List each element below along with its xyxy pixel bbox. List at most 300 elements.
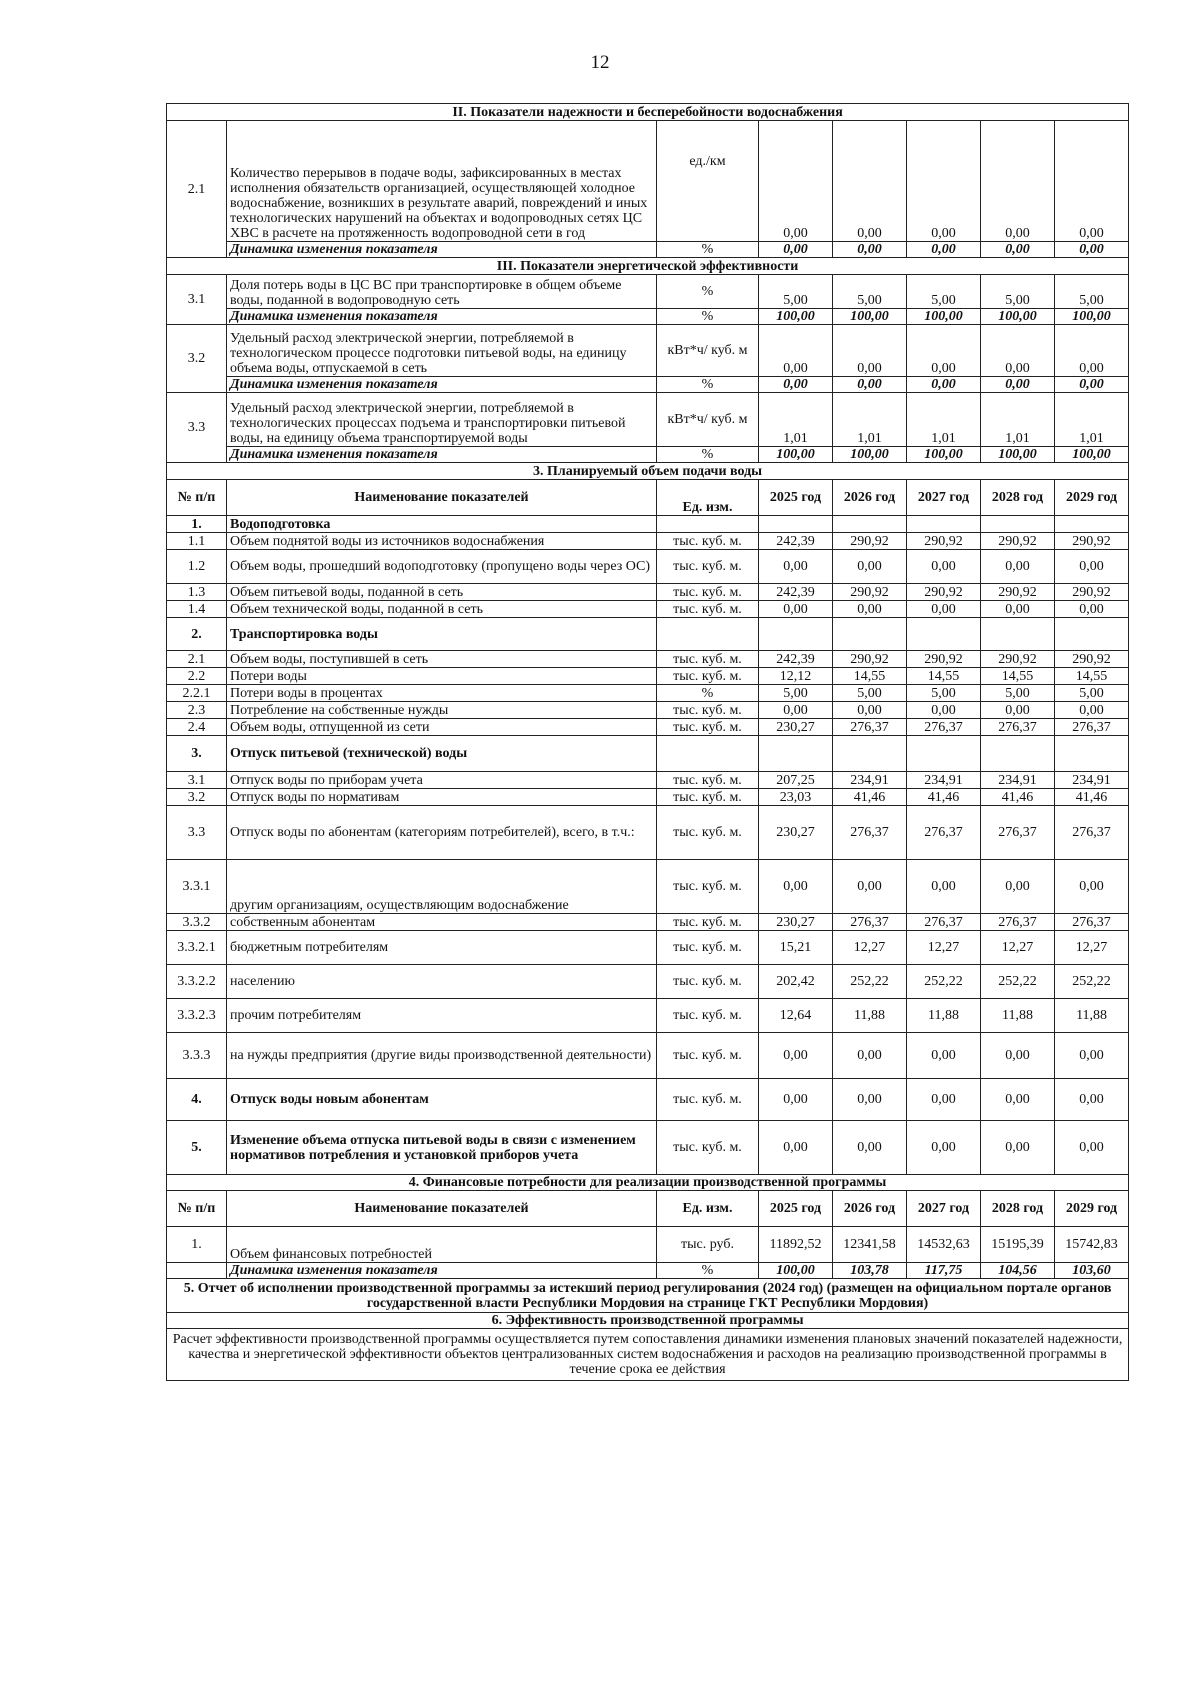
table-row [167, 1079, 1129, 1121]
production-program-table [166, 103, 1129, 1381]
indicator-name: Удельный расход электрической энергии, потребляемой в технологических процессах подъема и транспортировки питьевой воды, на единицу объема транспортируемой воды [227, 393, 657, 447]
table-row [167, 736, 1129, 772]
unit: кВт*ч/ куб. м [657, 325, 759, 377]
row-number: 1. [167, 1227, 227, 1263]
dynamics-2029: 103,60 [1055, 1263, 1129, 1279]
value-2028: 0,00 [981, 702, 1055, 719]
unit: тыс. куб. м. [657, 1033, 759, 1079]
indicator-name: Доля потерь воды в ЦС ВС при транспортировке в общем объеме воды, поданной в водопроводную сеть [227, 275, 657, 309]
value-2028: 0,00 [981, 121, 1055, 242]
value-2025: 0,00 [759, 601, 833, 618]
value-2026 [833, 736, 907, 772]
indicator-name: Отпуск питьевой (технической) воды [227, 736, 657, 772]
value-2028: 252,22 [981, 965, 1055, 999]
value-2028: 11,88 [981, 999, 1055, 1033]
value-2027: 12,27 [907, 931, 981, 965]
header-year-2028: 2028 год [981, 1191, 1055, 1227]
unit: тыс. куб. м. [657, 668, 759, 685]
value-2025: 12,12 [759, 668, 833, 685]
value-2029: 0,00 [1055, 325, 1129, 377]
indicator-name: другим организациям, осуществляющим водоснабжение [227, 860, 657, 914]
header-year-2027: 2027 год [907, 480, 981, 516]
value-2025: 242,39 [759, 584, 833, 601]
header-year-2026: 2026 год [833, 1191, 907, 1227]
value-2028: 0,00 [981, 601, 1055, 618]
value-2028 [981, 736, 1055, 772]
value-2026: 5,00 [833, 685, 907, 702]
value-2027 [907, 618, 981, 651]
section-title-finance: 4. Финансовые потребности для реализации производственной программы [167, 1175, 1129, 1191]
value-2027: 5,00 [907, 275, 981, 309]
page-number: 12 [590, 52, 610, 73]
value-2028: 5,00 [981, 685, 1055, 702]
value-2026: 290,92 [833, 651, 907, 668]
finance-2028: 15195,39 [981, 1227, 1055, 1263]
value-2028: 1,01 [981, 393, 1055, 447]
table-row [167, 685, 1129, 702]
row-number: 3.3.2 [167, 914, 227, 931]
unit: тыс. куб. м. [657, 860, 759, 914]
value-2027: 276,37 [907, 914, 981, 931]
value-2027 [907, 516, 981, 533]
value-2028: 0,00 [981, 860, 1055, 914]
value-2025: 1,01 [759, 393, 833, 447]
value-2028: 12,27 [981, 931, 1055, 965]
unit: тыс. куб. м. [657, 1121, 759, 1175]
indicator-name: Объем поднятой воды из источников водоснабжения [227, 533, 657, 550]
dynamics-2028: 104,56 [981, 1263, 1055, 1279]
value-2029: 276,37 [1055, 719, 1129, 736]
unit: тыс. куб. м. [657, 533, 759, 550]
section-title-energy: III. Показатели энергетической эффективности [167, 258, 1129, 275]
indicator-name: Объем воды, поступившей в сеть [227, 651, 657, 668]
value-2029: 0,00 [1055, 702, 1129, 719]
value-2028: 234,91 [981, 772, 1055, 789]
unit: тыс. куб. м. [657, 550, 759, 584]
value-2026: 0,00 [833, 860, 907, 914]
value-2029: 5,00 [1055, 275, 1129, 309]
row-number: 2.2 [167, 668, 227, 685]
dynamics-2026: 0,00 [833, 242, 907, 258]
value-2029: 0,00 [1055, 1033, 1129, 1079]
row-number: 4. [167, 1079, 227, 1121]
dynamics-label: Динамика изменения показателя [227, 1263, 657, 1279]
header-year-2028: 2028 год [981, 480, 1055, 516]
value-2029: 0,00 [1055, 121, 1129, 242]
table-row [167, 533, 1129, 550]
unit: тыс. куб. м. [657, 1079, 759, 1121]
row-number: 5. [167, 1121, 227, 1175]
value-2026: 0,00 [833, 1079, 907, 1121]
table-row [167, 860, 1129, 914]
value-2025: 0,00 [759, 702, 833, 719]
dynamics-2028: 0,00 [981, 377, 1055, 393]
unit: тыс. руб. [657, 1227, 759, 1263]
header-year-2029: 2029 год [1055, 1191, 1129, 1227]
dynamics-2027: 0,00 [907, 377, 981, 393]
value-2025: 23,03 [759, 789, 833, 806]
finance-2029: 15742,83 [1055, 1227, 1129, 1263]
dynamics-label: Динамика изменения показателя [227, 447, 657, 463]
value-2025: 242,39 [759, 651, 833, 668]
row-number: 2.1 [167, 651, 227, 668]
row-number: 1.3 [167, 584, 227, 601]
dynamics-2025: 100,00 [759, 1263, 833, 1279]
row-number: 2. [167, 618, 227, 651]
indicator-name: Объем воды, отпущенной из сети [227, 719, 657, 736]
table-row [167, 668, 1129, 685]
dynamics-2027: 117,75 [907, 1263, 981, 1279]
value-2027 [907, 736, 981, 772]
unit: % [657, 685, 759, 702]
row-number: 3.3.2.1 [167, 931, 227, 965]
value-2027: 0,00 [907, 1033, 981, 1079]
value-2029: 290,92 [1055, 584, 1129, 601]
unit: ед./км [657, 121, 759, 242]
value-2027: 234,91 [907, 772, 981, 789]
dynamics-2027: 100,00 [907, 309, 981, 325]
value-2029: 0,00 [1055, 1079, 1129, 1121]
dynamics-2025: 100,00 [759, 447, 833, 463]
row-number: 3.3.2.2 [167, 965, 227, 999]
value-2029: 12,27 [1055, 931, 1129, 965]
row-number: 3.1 [167, 772, 227, 789]
row-number: 3.3.3 [167, 1033, 227, 1079]
section-title-volume: 3. Планируемый объем подачи воды [167, 463, 1129, 480]
value-2027: 14,55 [907, 668, 981, 685]
indicator-name: Изменение объема отпуска питьевой воды в связи с изменением нормативов потребления и установкой приборов учета [227, 1121, 657, 1175]
value-2026: 12,27 [833, 931, 907, 965]
unit: % [657, 309, 759, 325]
value-2028: 0,00 [981, 1079, 1055, 1121]
value-2027: 290,92 [907, 651, 981, 668]
unit: тыс. куб. м. [657, 772, 759, 789]
value-2027: 276,37 [907, 719, 981, 736]
dynamics-2027: 100,00 [907, 447, 981, 463]
value-2029: 290,92 [1055, 651, 1129, 668]
value-2027: 1,01 [907, 393, 981, 447]
dynamics-2028: 0,00 [981, 242, 1055, 258]
indicator-name: Транспортировка воды [227, 618, 657, 651]
section-report: 5. Отчет об исполнении производственной программы за истекший период регулирования (2024 год) (размещен на официальном портале органов государственной власти Республики Мордовия на странице ГКТ Республики Мордовия) [167, 1279, 1129, 1313]
row-number: 3.2 [167, 789, 227, 806]
value-2028: 276,37 [981, 914, 1055, 931]
value-2026: 11,88 [833, 999, 907, 1033]
indicator-name: собственным абонентам [227, 914, 657, 931]
row-number: 2.4 [167, 719, 227, 736]
table-row [167, 550, 1129, 584]
value-2026: 276,37 [833, 806, 907, 860]
value-2026: 252,22 [833, 965, 907, 999]
unit: % [657, 1263, 759, 1279]
value-2025: 207,25 [759, 772, 833, 789]
dynamics-2029: 0,00 [1055, 242, 1129, 258]
value-2028: 41,46 [981, 789, 1055, 806]
value-2026: 41,46 [833, 789, 907, 806]
dynamics-2026: 103,78 [833, 1263, 907, 1279]
table-row [167, 516, 1129, 533]
value-2025 [759, 736, 833, 772]
value-2026: 0,00 [833, 702, 907, 719]
value-2025: 15,21 [759, 931, 833, 965]
value-2029: 0,00 [1055, 1121, 1129, 1175]
value-2025: 0,00 [759, 325, 833, 377]
value-2029: 234,91 [1055, 772, 1129, 789]
indicator-name: бюджетным потребителям [227, 931, 657, 965]
header-year-2026: 2026 год [833, 480, 907, 516]
unit: тыс. куб. м. [657, 806, 759, 860]
value-2028: 276,37 [981, 806, 1055, 860]
table-row [167, 789, 1129, 806]
row-number: 2.3 [167, 702, 227, 719]
value-2029: 14,55 [1055, 668, 1129, 685]
value-2028 [981, 618, 1055, 651]
value-2027: 0,00 [907, 860, 981, 914]
table-row [167, 584, 1129, 601]
dynamics-label: Динамика изменения показателя [227, 242, 657, 258]
value-2026: 5,00 [833, 275, 907, 309]
table-row [167, 719, 1129, 736]
dynamics-2026: 100,00 [833, 447, 907, 463]
value-2025: 230,27 [759, 719, 833, 736]
value-2028: 290,92 [981, 651, 1055, 668]
table-row [167, 772, 1129, 789]
dynamics-2029: 100,00 [1055, 309, 1129, 325]
finance-2026: 12341,58 [833, 1227, 907, 1263]
value-2029 [1055, 736, 1129, 772]
table-row [167, 931, 1129, 965]
value-2027: 0,00 [907, 121, 981, 242]
table-row [167, 618, 1129, 651]
indicator-name: прочим потребителям [227, 999, 657, 1033]
row-number: 2.1 [167, 121, 227, 258]
value-2026: 0,00 [833, 550, 907, 584]
row-number: 1.2 [167, 550, 227, 584]
value-2027: 0,00 [907, 601, 981, 618]
row-number: 3.3.1 [167, 860, 227, 914]
indicator-name: Объем финансовых потребностей [227, 1227, 657, 1263]
value-2025 [759, 618, 833, 651]
unit: тыс. куб. м. [657, 651, 759, 668]
unit: тыс. куб. м. [657, 965, 759, 999]
section-title-reliability: II. Показатели надежности и бесперебойности водоснабжения [167, 104, 1129, 121]
row-number: 3. [167, 736, 227, 772]
indicator-name: Водоподготовка [227, 516, 657, 533]
value-2025 [759, 516, 833, 533]
header-indicator-name: Наименование показателей [227, 1191, 657, 1227]
header-year-2029: 2029 год [1055, 480, 1129, 516]
unit: тыс. куб. м. [657, 584, 759, 601]
indicator-name: Отпуск воды по абонентам (категориям потребителей), всего, в т.ч.: [227, 806, 657, 860]
unit: % [657, 447, 759, 463]
value-2029: 41,46 [1055, 789, 1129, 806]
value-2028: 14,55 [981, 668, 1055, 685]
header-year-2027: 2027 год [907, 1191, 981, 1227]
value-2028: 290,92 [981, 584, 1055, 601]
value-2027: 252,22 [907, 965, 981, 999]
row-number: 3.3 [167, 806, 227, 860]
table-row [167, 999, 1129, 1033]
header-year-2025: 2025 год [759, 480, 833, 516]
finance-2025: 11892,52 [759, 1227, 833, 1263]
dynamics-2028: 100,00 [981, 309, 1055, 325]
value-2025: 242,39 [759, 533, 833, 550]
value-2029: 290,92 [1055, 533, 1129, 550]
indicator-name: Объем воды, прошедший водоподготовку (пропущено воды через ОС) [227, 550, 657, 584]
dynamics-2029: 0,00 [1055, 377, 1129, 393]
unit [657, 516, 759, 533]
value-2028: 0,00 [981, 1033, 1055, 1079]
value-2026: 290,92 [833, 533, 907, 550]
indicator-name: Отпуск воды по приборам учета [227, 772, 657, 789]
unit: кВт*ч/ куб. м [657, 393, 759, 447]
indicator-name: населению [227, 965, 657, 999]
unit: тыс. куб. м. [657, 999, 759, 1033]
table-row [167, 1033, 1129, 1079]
row-number: 3.3.2.3 [167, 999, 227, 1033]
value-2029 [1055, 516, 1129, 533]
value-2028: 290,92 [981, 533, 1055, 550]
value-2025: 0,00 [759, 1033, 833, 1079]
unit: тыс. куб. м. [657, 931, 759, 965]
table-row [167, 601, 1129, 618]
value-2025: 0,00 [759, 1121, 833, 1175]
dynamics-2025: 0,00 [759, 242, 833, 258]
value-2026: 234,91 [833, 772, 907, 789]
value-2025: 12,64 [759, 999, 833, 1033]
unit: тыс. куб. м. [657, 914, 759, 931]
table-row [167, 914, 1129, 931]
value-2027: 290,92 [907, 584, 981, 601]
value-2026: 1,01 [833, 393, 907, 447]
indicator-name: Удельный расход электрической энергии, потребляемой в технологическом процессе подготовки питьевой воды, на единицу объема воды, отпускаемой в сеть [227, 325, 657, 377]
value-2029: 0,00 [1055, 860, 1129, 914]
indicator-name: Отпуск воды новым абонентам [227, 1079, 657, 1121]
value-2027: 0,00 [907, 325, 981, 377]
value-2025: 5,00 [759, 275, 833, 309]
value-2029 [1055, 618, 1129, 651]
value-2025: 5,00 [759, 685, 833, 702]
value-2029: 252,22 [1055, 965, 1129, 999]
value-2025: 230,27 [759, 914, 833, 931]
value-2026: 290,92 [833, 584, 907, 601]
dynamics-2029: 100,00 [1055, 447, 1129, 463]
value-2029: 0,00 [1055, 601, 1129, 618]
value-2028: 5,00 [981, 275, 1055, 309]
row-number: 1.1 [167, 533, 227, 550]
indicator-name: Отпуск воды по нормативам [227, 789, 657, 806]
table-row [167, 806, 1129, 860]
row-number: 2.2.1 [167, 685, 227, 702]
value-2029: 0,00 [1055, 550, 1129, 584]
table-row [167, 651, 1129, 668]
dynamics-label: Динамика изменения показателя [227, 309, 657, 325]
value-2026: 0,00 [833, 1121, 907, 1175]
finance-2027: 14532,63 [907, 1227, 981, 1263]
value-2028: 0,00 [981, 325, 1055, 377]
indicator-name: Потери воды [227, 668, 657, 685]
unit: тыс. куб. м. [657, 789, 759, 806]
dynamics-2025: 100,00 [759, 309, 833, 325]
indicator-name: Потери воды в процентах [227, 685, 657, 702]
dynamics-2028: 100,00 [981, 447, 1055, 463]
unit [657, 736, 759, 772]
value-2027: 0,00 [907, 550, 981, 584]
dynamics-2027: 0,00 [907, 242, 981, 258]
indicator-name: Объем питьевой воды, поданной в сеть [227, 584, 657, 601]
value-2027: 0,00 [907, 702, 981, 719]
section-title-efficiency: 6. Эффективность производственной программы [167, 1313, 1129, 1329]
header-unit: Ед. изм. [657, 1191, 759, 1227]
value-2028 [981, 516, 1055, 533]
value-2026 [833, 618, 907, 651]
value-2028: 276,37 [981, 719, 1055, 736]
value-2026: 0,00 [833, 1033, 907, 1079]
unit [657, 618, 759, 651]
value-2029: 1,01 [1055, 393, 1129, 447]
value-2027: 0,00 [907, 1079, 981, 1121]
empty-cell [167, 1263, 227, 1279]
value-2027: 290,92 [907, 533, 981, 550]
indicator-name: на нужды предприятия (другие виды производственной деятельности) [227, 1033, 657, 1079]
row-number: 3.3 [167, 393, 227, 463]
unit: тыс. куб. м. [657, 601, 759, 618]
value-2025: 0,00 [759, 1079, 833, 1121]
indicator-name: Потребление на собственные нужды [227, 702, 657, 719]
value-2028: 0,00 [981, 550, 1055, 584]
value-2029: 276,37 [1055, 806, 1129, 860]
value-2027: 0,00 [907, 1121, 981, 1175]
value-2026: 0,00 [833, 121, 907, 242]
row-number: 1.4 [167, 601, 227, 618]
value-2029: 5,00 [1055, 685, 1129, 702]
dynamics-2026: 100,00 [833, 309, 907, 325]
value-2028: 0,00 [981, 1121, 1055, 1175]
value-2025: 0,00 [759, 550, 833, 584]
value-2029: 11,88 [1055, 999, 1129, 1033]
indicator-name: Количество перерывов в подаче воды, зафиксированных в местах исполнения обязательств организацией, осуществляющей холодное водоснабжение, возникших в результате аварий, повреждений и иных технологических нарушений на объектах и водопроводных сетях ЦС ХВС в расчете на протяженность водопроводной сети в год [227, 121, 657, 242]
value-2025: 0,00 [759, 860, 833, 914]
dynamics-2026: 0,00 [833, 377, 907, 393]
value-2025: 202,42 [759, 965, 833, 999]
value-2026: 14,55 [833, 668, 907, 685]
unit: тыс. куб. м. [657, 702, 759, 719]
unit: % [657, 242, 759, 258]
value-2026: 276,37 [833, 719, 907, 736]
unit: % [657, 275, 759, 309]
dynamics-2025: 0,00 [759, 377, 833, 393]
value-2026: 0,00 [833, 325, 907, 377]
header-unit: Ед. изм. [657, 480, 759, 516]
row-number: 3.1 [167, 275, 227, 325]
header-row-number: № п/п [167, 1191, 227, 1227]
value-2026: 0,00 [833, 601, 907, 618]
row-number: 3.2 [167, 325, 227, 393]
value-2025: 0,00 [759, 121, 833, 242]
value-2027: 276,37 [907, 806, 981, 860]
unit: % [657, 377, 759, 393]
table-row [167, 965, 1129, 999]
indicator-name: Объем технической воды, поданной в сеть [227, 601, 657, 618]
header-year-2025: 2025 год [759, 1191, 833, 1227]
unit: тыс. куб. м. [657, 719, 759, 736]
row-number: 1. [167, 516, 227, 533]
value-2029: 276,37 [1055, 914, 1129, 931]
table-row [167, 702, 1129, 719]
header-indicator-name: Наименование показателей [227, 480, 657, 516]
value-2026: 276,37 [833, 914, 907, 931]
header-row-number: № п/п [167, 480, 227, 516]
